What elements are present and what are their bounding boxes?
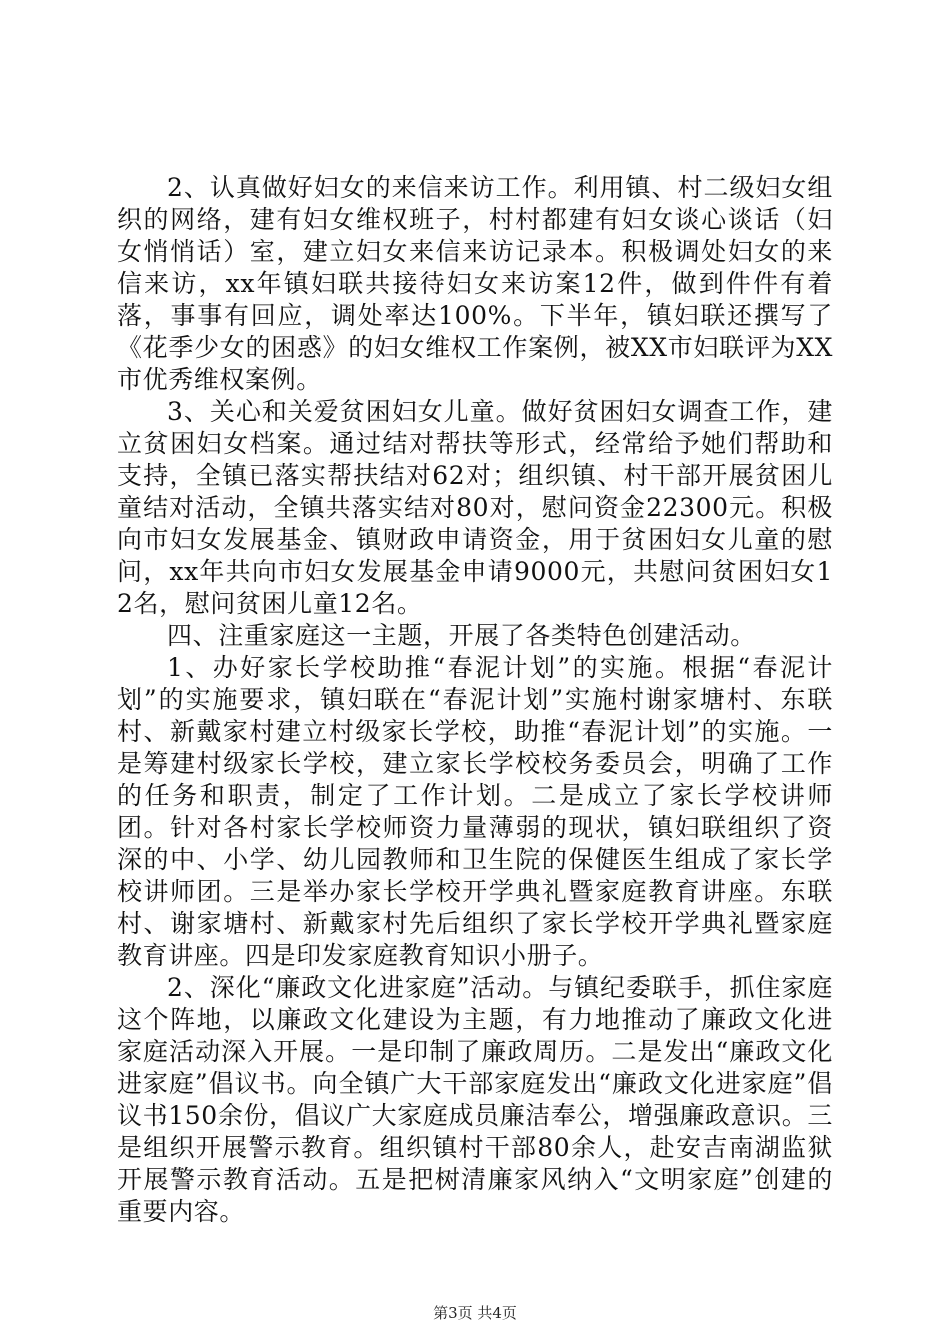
section-heading-family: 四、注重家庭这一主题，开展了各类特色创建活动。 bbox=[167, 621, 756, 650]
paragraph-poor-women-children: 3、关心和关爱贫困妇女儿童。做好贫困妇女调查工作，建立贫困妇女档案。通过结对帮扶等形式，经常给予她们帮助和支持，全镇已落实帮扶结对62对；组织镇、村干部开展贫困儿童结对活动，全镇共落实结对80对，慰问资金22300元。积极向市妇女发展基金、镇财政申请资金，用于贫困妇女儿童的慰问，xx年共向市妇女发展基金申请9000元，共慰问贫困妇女12名，慰问贫困儿童12名。 bbox=[117, 397, 833, 618]
paragraph-parent-school: 1、办好家长学校助推“春泥计划”的实施。根据“春泥计划”的实施要求，镇妇联在“春泥计划”实施村谢家塘村、东联村、新戴家村建立村级家长学校，助推“春泥计划”的实施。一是筹建村级家长学校，建立家长学校校务委员会，明确了工作的任务和职责，制定了工作计划。二是成立了家长学校讲师团。针对各村家长学校师资力量薄弱的现状，镇妇联组织了资深的中、小学、幼儿园教师和卫生院的保健医生组成了家长学校讲师团。三是举办家长学校开学典礼暨家庭教育讲座。东联村、谢家塘村、新戴家村先后组织了家长学校开学典礼暨家庭教育讲座。四是印发家庭教育知识小册子。 bbox=[117, 653, 833, 970]
paragraph-letters-visits: 2、认真做好妇女的来信来访工作。利用镇、村二级妇女组织的网络，建有妇女维权班子，村村都建有妇女谈心谈话（妇女悄悄话）室，建立妇女来信来访记录本。积极调处妇女的来信来访，xx年镇妇联共接待妇女来访案12件，做到件件有着落，事事有回应，调处率达100%。下半年，镇妇联还撰写了《花季少女的困惑》的妇女维权工作案例，被XX市妇联评为XX市优秀维权案例。 bbox=[117, 173, 833, 394]
document-body bbox=[117, 172, 833, 1228]
page-number-footer: 第3页 共4页 bbox=[433, 1304, 517, 1322]
paragraph-integrity-culture: 2、深化“廉政文化进家庭”活动。与镇纪委联手，抓住家庭这个阵地，以廉政文化建设为主题，有力地推动了廉政文化进家庭活动深入开展。一是印制了廉政周历。二是发出“廉政文化进家庭”倡议书。向全镇广大干部家庭发出“廉政文化进家庭”倡议书150余份，倡议广大家庭成员廉洁奉公，增强廉政意识。三是组织开展警示教育。组织镇村干部80余人，赴安吉南湖监狱开展警示教育活动。五是把树清廉家风纳入“文明家庭”创建的重要内容。 bbox=[117, 973, 833, 1226]
